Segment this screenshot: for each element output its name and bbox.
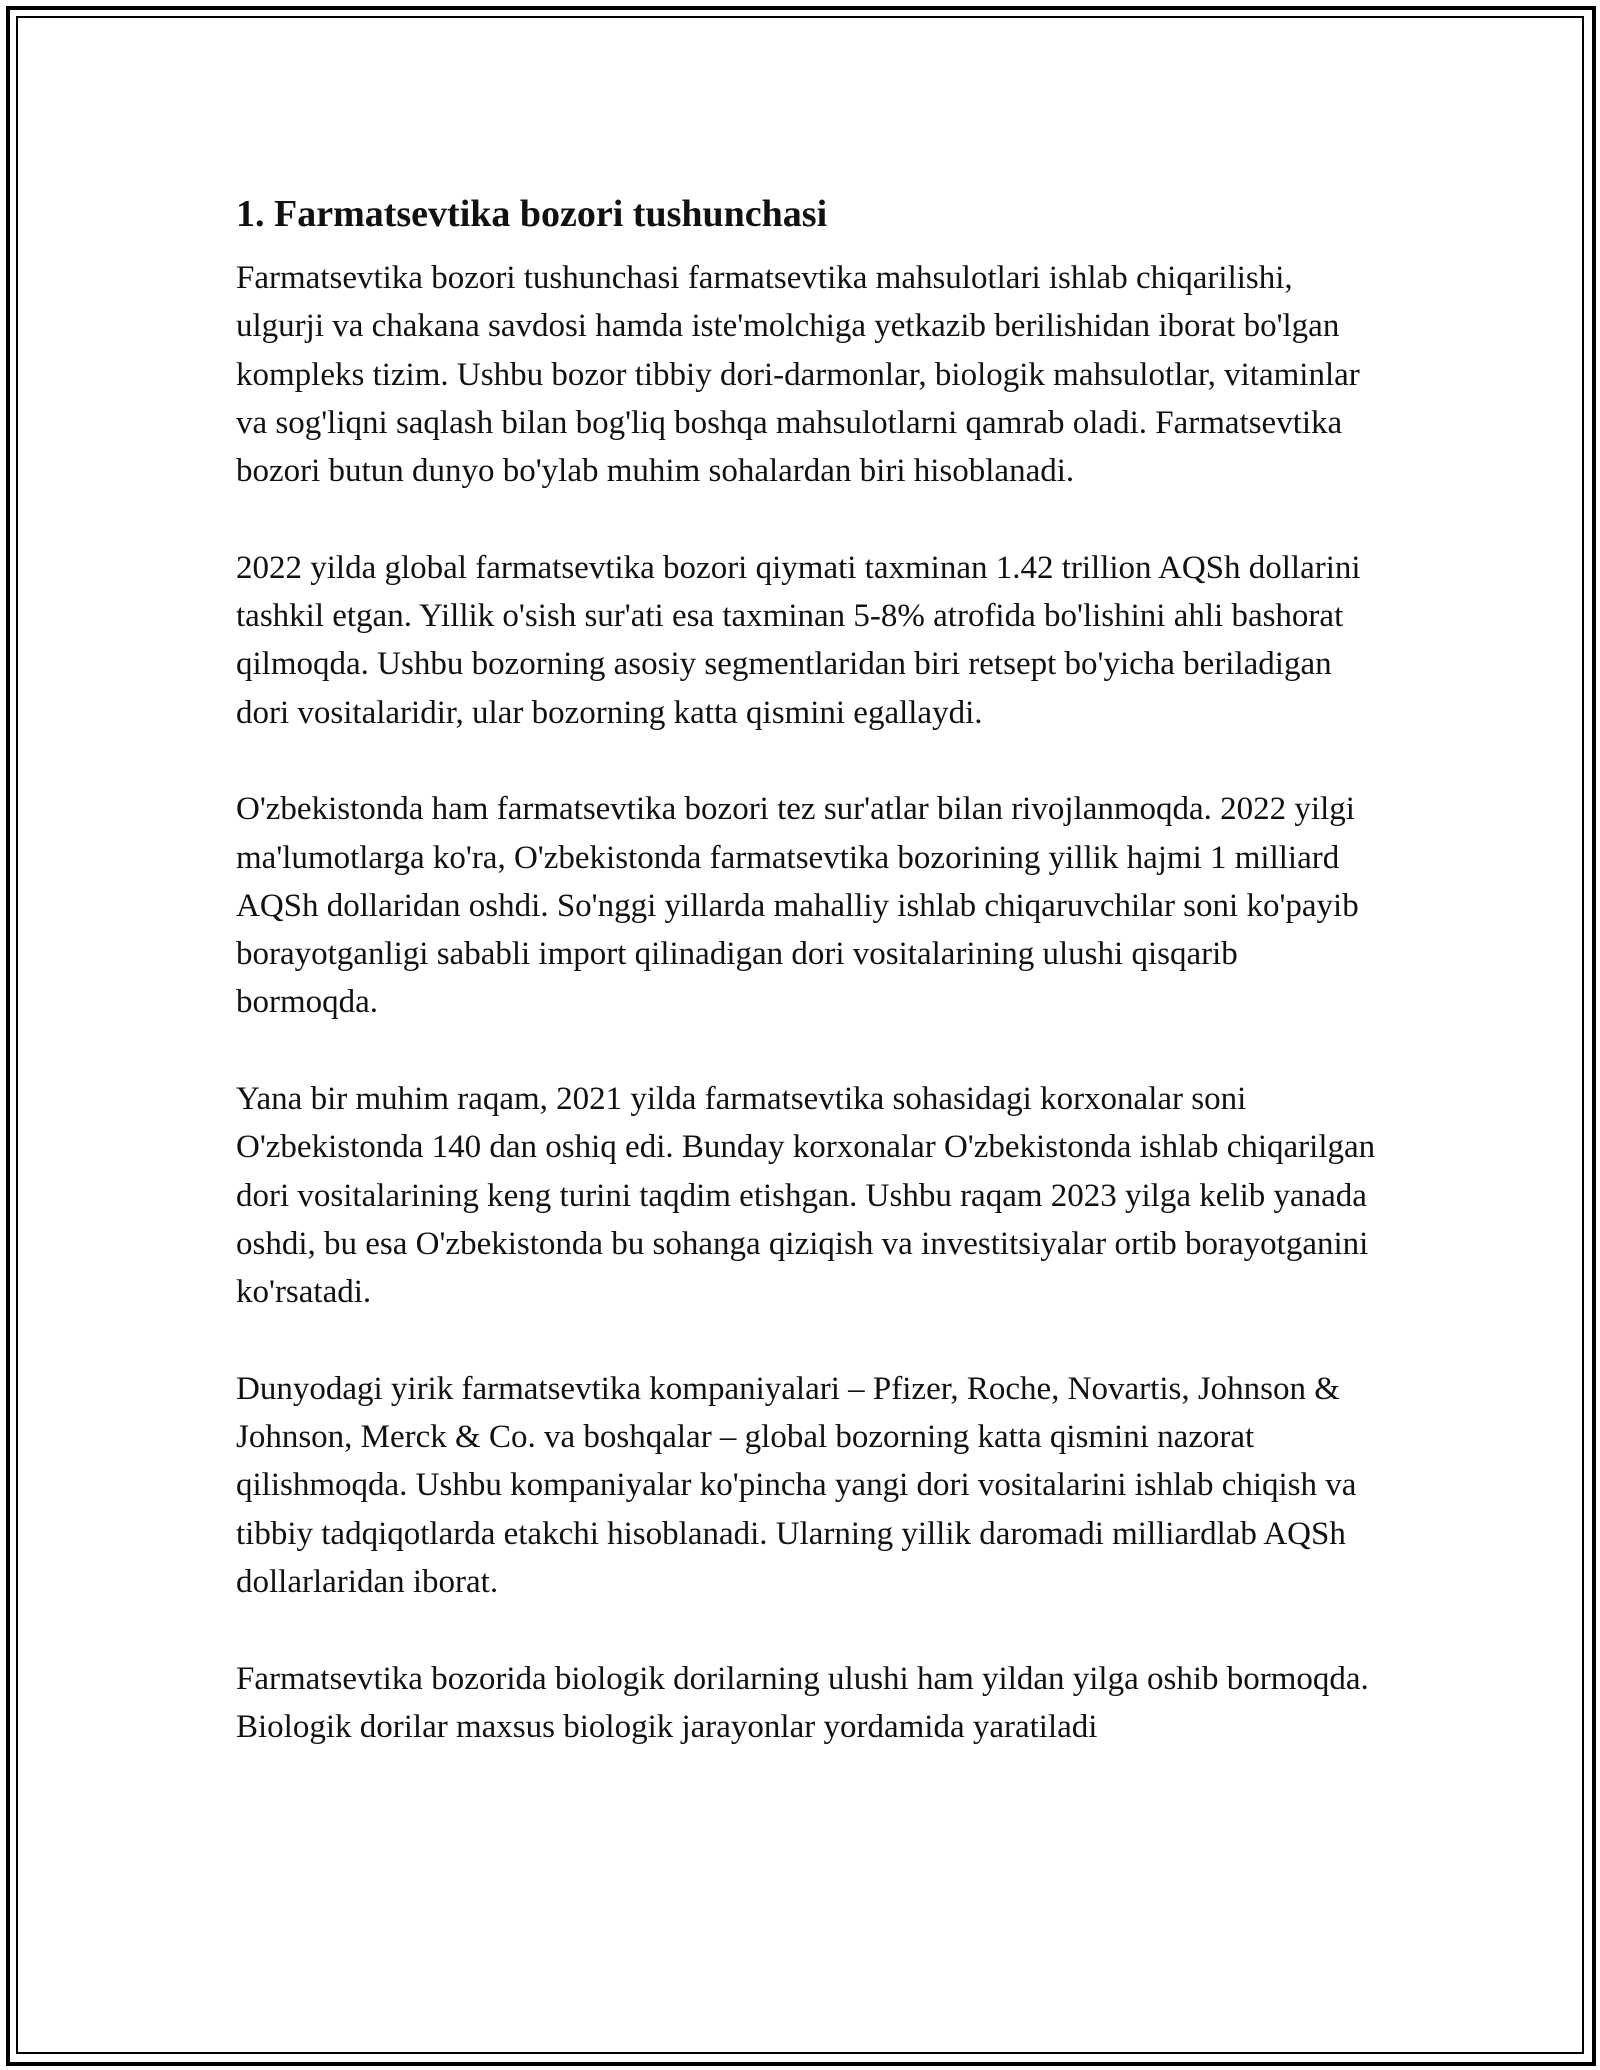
section-heading: 1. Farmatsevtika bozori tushunchasi: [236, 193, 828, 235]
document-body: [236, 186, 1376, 1800]
paragraph-major-companies: Dunyodagi yirik farmatsevtika kompaniyalari – Pfizer, Roche, Novartis, Johnson & Johnson, Merck & Co. va boshqalar – global bozorning katta qismini nazorat qilishmoqda. Ushbu kompaniyalar ko'pincha yangi dori vositalarini ishlab chiqish va tibbiy tadqiqotlarda etakchi hisoblanadi. Ularning yillik daromadi milliardlab AQSh dollarlaridan iborat.: [236, 1370, 1357, 1601]
paragraph-enterprise-count: Yana bir muhim raqam, 2021 yilda farmatsevtika sohasidagi korxonalar soni O'zbekistonda 140 dan oshiq edi. Bunday korxonalar O'zbekistonda ishlab chiqarilgan dori vositalarining keng turini taqdim etishgan. Ushbu raqam 2023 yilga kelib yanada oshdi, bu esa O'zbekistonda bu sohanga qiziqish va investitsiyalar ortib borayotganini ko'rsatadi.: [236, 1081, 1376, 1311]
paragraph-global-market-value: 2022 yilda global farmatsevtika bozori qiymati taxminan 1.42 trillion AQSh dollarini tashkil etgan. Yillik o'sish sur'ati esa taxminan 5-8% atrofida bo'lishini ahli bashorat qilmoqda. Ushbu bozorning asosiy segmentlaridan biri retsept bo'yicha beriladigan dori vositalaridir, ular bozorning katta qismini egallaydi.: [236, 549, 1361, 731]
paragraph-uzbekistan-market: O'zbekistonda ham farmatsevtika bozori tez sur'atlar bilan rivojlanmoqda. 2022 yilgi ma'lumotlarga ko'ra, O'zbekistonda farmatsevtika bozorining yillik hajmi 1 milliard AQSh dollaridan oshdi. So'nggi yillarda mahalliy ishlab chiqaruvchilar soni ko'payib borayotganligi sababli import qilinadigan dori vositalarining ulushi qisqarib bormoqda.: [236, 791, 1359, 1021]
paragraph-biologic-drugs: Farmatsevtika bozorida biologik dorilarning ulushi ham yildan yilga oshib bormoqda. Biologik dorilar maxsus biologik jarayonlar yordamida yaratiladi: [236, 1660, 1369, 1745]
paragraph-market-definition: Farmatsevtika bozori tushunchasi farmatsevtika mahsulotlari ishlab chiqarilishi, ulgurji va chakana savdosi hamda iste'molchiga yetkazib berilishidan iborat bo'lgan kompleks tizim. Ushbu bozor tibbiy dori-darmonlar, biologik mahsulotlar, vitaminlar va sog'liqni saqlash bilan bog'liq boshqa mahsulotlarni qamrab oladi. Farmatsevtika bozori butun dunyo bo'ylab muhim sohalardan biri hisoblanadi.: [236, 260, 1360, 490]
